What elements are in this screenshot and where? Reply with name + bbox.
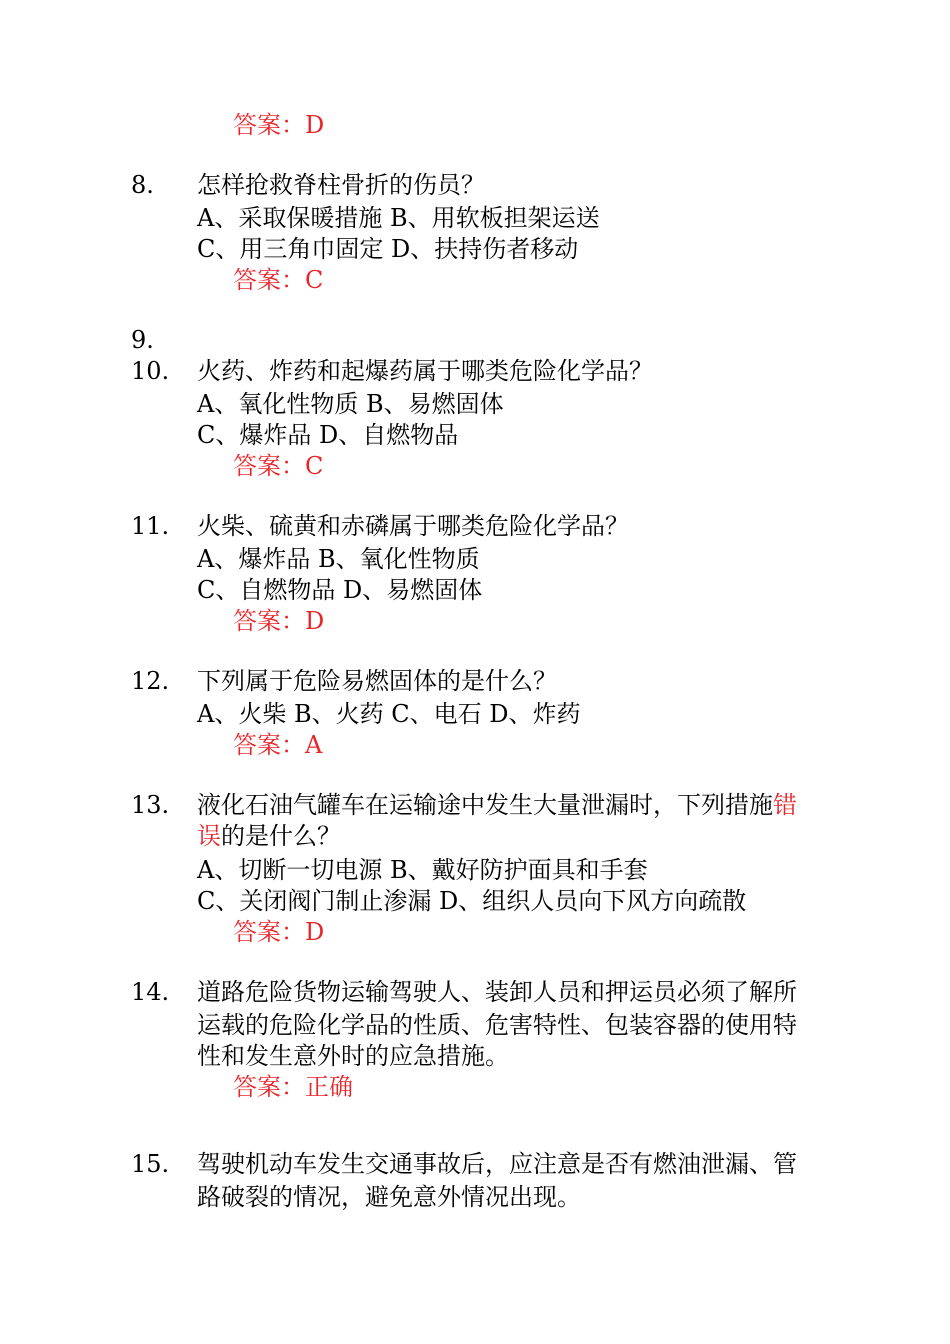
question-number: 13. [131, 791, 170, 819]
answer-text: 答案：D [233, 918, 325, 946]
question-text: 火柴、硫黄和赤磷属于哪类危险化学品？ [197, 512, 629, 540]
options-line: A、火柴 B、火药 C、电石 D、炸药 [197, 700, 581, 728]
answer-text: 答案：D [233, 607, 325, 635]
question-text: 火药、炸药和起爆药属于哪类危险化学品？ [197, 357, 653, 385]
question-text: 下列属于危险易燃固体的是什么？ [197, 667, 557, 695]
answer-text: 答案：C [233, 266, 324, 294]
question-text: 驾驶机动车发生交通事故后，应注意是否有燃油泄漏、管 [197, 1150, 797, 1178]
question-text [197, 790, 797, 820]
question-text-continued [197, 821, 341, 851]
options-line: C、关闭阀门制止渗漏 D、组织人员向下风方向疏散 [197, 887, 747, 915]
question-number: 15. [131, 1150, 170, 1178]
question-text-continued: 路破裂的情况，避免意外情况出现。 [197, 1183, 581, 1211]
question-text-continued: 运载的危险化学品的性质、危害特性、包装容器的使用特 [197, 1011, 797, 1039]
question-number: 14. [131, 978, 170, 1006]
options-line: C、用三角巾固定 D、扶持伤者移动 [197, 235, 579, 263]
highlighted-word: 错 [773, 791, 797, 819]
options-line: A、爆炸品 B、氧化性物质 [197, 545, 480, 573]
question-text-continued: 性和发生意外时的应急措施。 [197, 1042, 509, 1070]
question-number: 10. [131, 357, 170, 385]
options-line: A、采取保暖措施 B、用软板担架运送 [197, 204, 600, 232]
answer-text: 答案：D [233, 111, 325, 139]
question-number: 8. [131, 171, 154, 199]
options-line: A、氧化性物质 B、易燃固体 [197, 390, 504, 418]
options-line: C、自燃物品 D、易燃固体 [197, 576, 483, 604]
options-line: C、爆炸品 D、自燃物品 [197, 421, 459, 449]
question-text-part: 的是什么？ [221, 822, 341, 850]
highlighted-word: 误 [197, 822, 221, 850]
answer-text: 答案：A [233, 731, 323, 759]
question-number: 12. [131, 667, 170, 695]
question-number: 9. [131, 326, 154, 354]
options-line: A、切断一切电源 B、戴好防护面具和手套 [197, 856, 648, 884]
answer-text: 答案：正确 [233, 1073, 353, 1101]
question-text: 道路危险货物运输驾驶人、装卸人员和押运员必须了解所 [197, 978, 797, 1006]
answer-text: 答案：C [233, 452, 324, 480]
question-number: 11. [131, 512, 170, 540]
question-text: 怎样抢救脊柱骨折的伤员？ [197, 171, 485, 199]
question-text-part: 液化石油气罐车在运输途中发生大量泄漏时，下列措施 [197, 791, 773, 819]
